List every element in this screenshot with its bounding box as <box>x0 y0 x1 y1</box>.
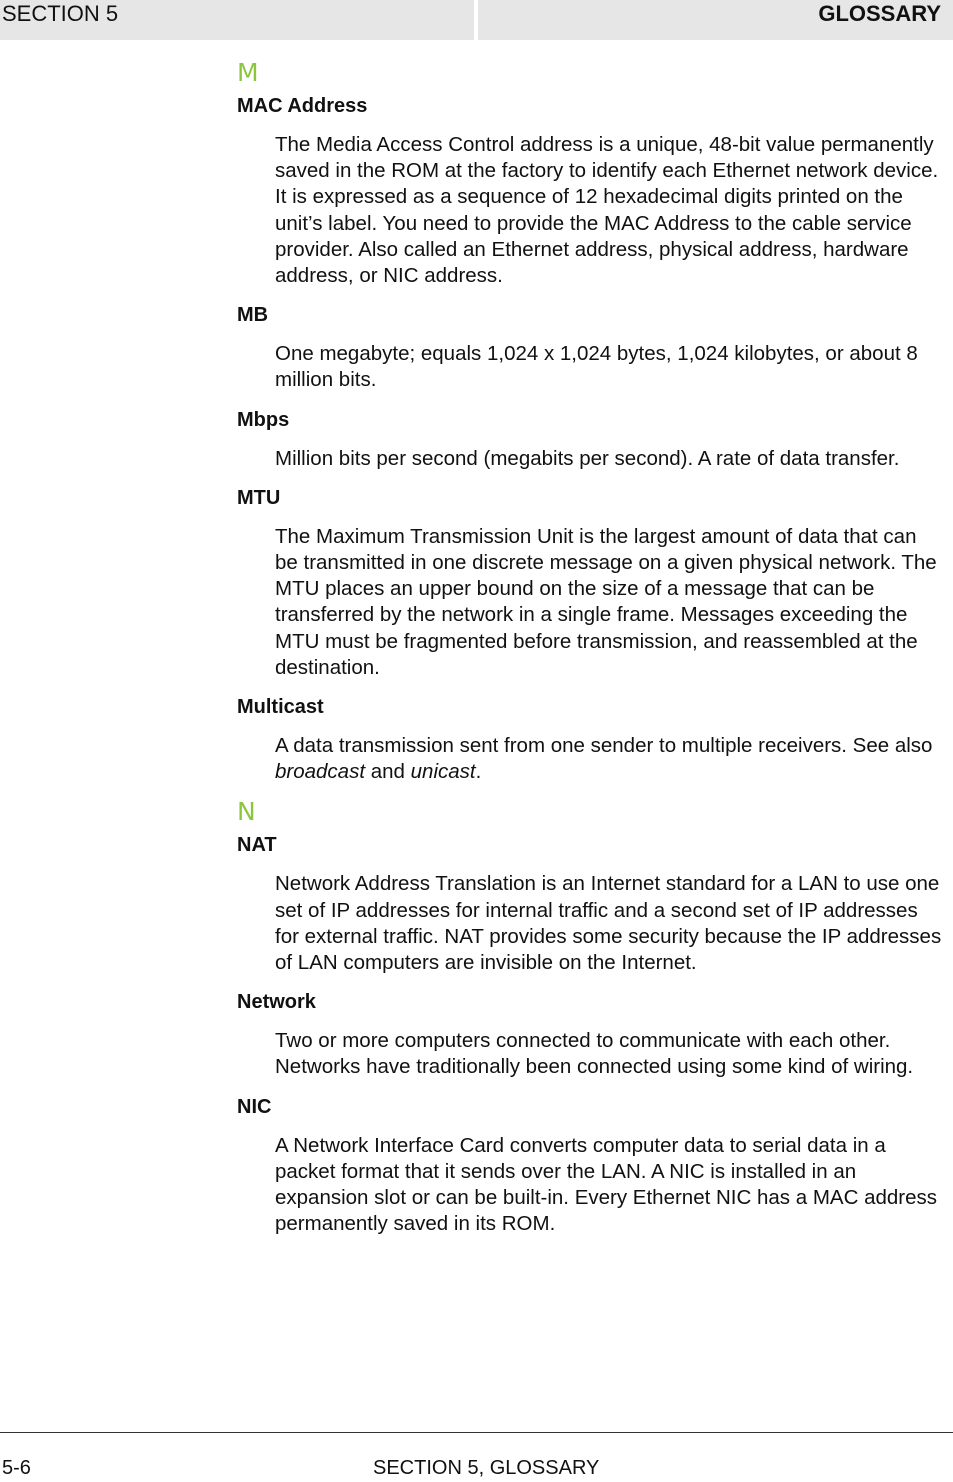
chapter-title: GLOSSARY <box>478 0 953 40</box>
glossary-entry <box>237 408 943 472</box>
glossary-definition: One megabyte; equals 1,024 x 1,024 bytes, 1,024 kilobytes, or about 8 million bits. <box>275 342 918 392</box>
letter-heading-n: N <box>237 797 256 827</box>
glossary-term: Multicast <box>237 696 324 719</box>
glossary-term: Mbps <box>237 408 290 431</box>
glossary-entry <box>237 486 943 681</box>
glossary-entry <box>237 1095 943 1238</box>
glossary-term: MAC Address <box>237 95 368 117</box>
glossary-definition <box>275 733 943 785</box>
glossary-content <box>237 56 943 1247</box>
glossary-term: NIC <box>237 1095 272 1118</box>
page-number: 5-6 <box>2 1457 31 1479</box>
glossary-entry <box>237 833 943 976</box>
cross-reference: unicast <box>410 760 476 784</box>
glossary-entry <box>237 695 943 785</box>
glossary-entry <box>237 990 943 1080</box>
letter-heading-m: M <box>237 58 259 87</box>
glossary-entry <box>237 303 943 393</box>
glossary-definition: Million bits per second (megabits per second). A rate of data transfer. <box>275 446 900 470</box>
glossary-definition: The Media Access Control address is a unique, 48-bit value permanently saved in the ROM at the factory to identify each Ethernet network device. It is expressed as a sequence of 12 hexadecimal digits printed on the unit’s label. You need to provide the MAC Address to the cable service provider. Also called an Ethernet address, physical address, hardware address, or NIC address. <box>275 133 939 288</box>
glossary-definition: Two or more computers connected to communicate with each other. Networks have traditionally been connected using some kind of wiring. <box>275 1029 914 1079</box>
definition-text: . <box>475 760 482 784</box>
glossary-term: NAT <box>237 834 277 857</box>
glossary-term: MB <box>237 304 269 327</box>
definition-text: A data transmission sent from one sender to multiple receivers. See also <box>275 734 933 758</box>
cross-reference: broadcast <box>275 760 366 784</box>
page-header <box>0 0 953 40</box>
definition-text: and <box>365 760 411 784</box>
glossary-definition: The Maximum Transmission Unit is the largest amount of data that can be transmitted in one discrete message on a given physical network. The MTU places an upper bound on the size of a message that can be transferred by the network in a single frame. Messages exceeding the MTU must be fragmented before transmission, and reassembled at the destination. <box>275 524 937 679</box>
glossary-definition: Network Address Translation is an Internet standard for a LAN to use one set of IP addresses for internal traffic and a second set of IP addresses for external traffic. NAT provides some security because the IP addresses of LAN computers are invisible on the Internet. <box>275 872 942 975</box>
section-label: SECTION 5 <box>0 0 474 40</box>
glossary-term: Network <box>237 991 316 1014</box>
glossary-term: MTU <box>237 486 281 509</box>
glossary-definition: A Network Interface Card converts computer data to serial data in a packet format that it sends over the LAN. A NIC is installed in an expansion slot or can be built-in. Every Ethernet NIC has a MAC address permanently saved in its ROM. <box>275 1133 938 1236</box>
footer-title: SECTION 5, GLOSSARY <box>373 1457 600 1479</box>
glossary-entry <box>237 94 943 289</box>
page-footer <box>0 1432 953 1482</box>
